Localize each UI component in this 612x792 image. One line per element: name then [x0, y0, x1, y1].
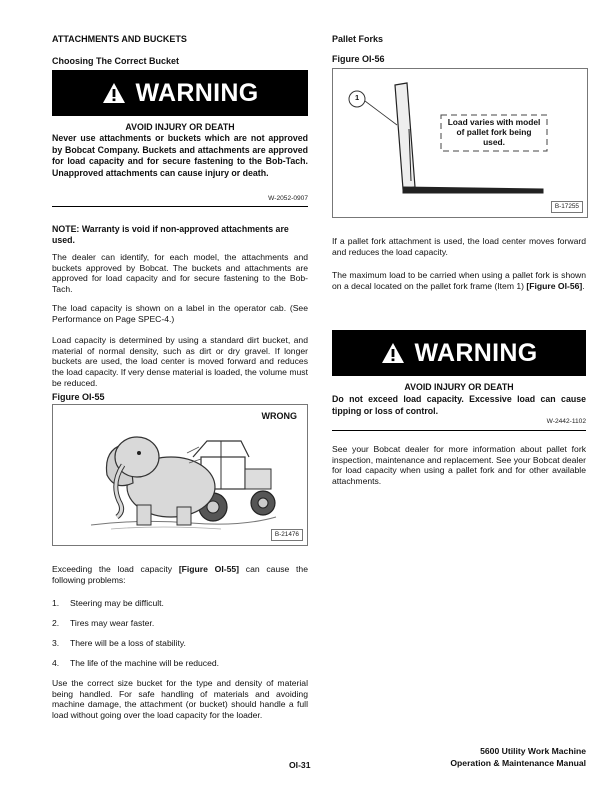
paragraph-pallet-fork: If a pallet fork attachment is used, the load center moves forward and reduces the load capacity. — [332, 236, 586, 257]
list-item: 3. There will be a loss of stability. — [52, 638, 186, 648]
note — [52, 224, 308, 245]
figure-56-code: B-17255 — [551, 201, 583, 213]
paragraph-correct-bucket: Use the correct size bucket for the type and density of material being handled. For safe handling of materials and avoiding machine damage, the attachment (or bucket) should handle a full load without going over the load capacity for the loader. — [52, 678, 308, 721]
warning-text: Do not exceed load capacity. Excessive load can cause tipping or loss of control. — [332, 394, 586, 416]
page-number: OI-31 — [289, 760, 311, 770]
load-varies-callout: Load varies with model of pallet fork being used. — [447, 117, 541, 148]
section-title: ATTACHMENTS AND BUCKETS — [52, 34, 187, 44]
note-label: NOTE: — [52, 224, 80, 234]
paragraph-maximum-load: The maximum load to be carried when using a pallet fork is shown on a decal located on the pallet fork frame (Item 1) [Figure OI-56]. — [332, 270, 586, 291]
figure-ref: [Figure OI-55] — [178, 564, 240, 574]
figure-55 — [52, 404, 308, 546]
warning-word: WARNING — [414, 339, 538, 367]
figure-55-code: B-21476 — [271, 529, 303, 541]
list-item: 1. Steering may be difficult. — [52, 598, 164, 608]
figure-ref: [Figure OI-56] — [526, 280, 583, 291]
paragraph-dealer: The dealer can identify, for each model, the attachments and buckets approved by Bobcat. The buckets and attachments are approved for load capacity and for secure fastening to the Bob-Tach. — [52, 252, 308, 295]
figure-55-title: Figure OI-55 — [52, 392, 105, 402]
warning-word: WARNING — [135, 79, 259, 107]
warning-code: W-2442-1102 — [546, 418, 586, 425]
elephant-on-utility-vehicle-illustration — [81, 413, 281, 535]
footer-title — [450, 745, 586, 770]
pallet-forks-title: Pallet Forks — [332, 34, 384, 44]
footer-model: 5600 Utility Work Machine — [480, 746, 586, 756]
paragraph-exceeding: Exceeding the load capacity [Figure OI-55] can cause the following problems: — [52, 564, 308, 585]
item-1-label: 1 — [355, 93, 360, 102]
paragraph-label: The load capacity is shown on a label in the operator cab. (See Performance on Page SPEC-4.) — [52, 303, 308, 324]
avoid-injury-heading: AVOID INJURY OR DEATH — [125, 122, 235, 132]
divider — [52, 206, 308, 207]
list-item: 4. The life of the machine will be reduced. — [52, 658, 220, 668]
warning-text-consequence: Unapproved attachments can cause injury or death. — [52, 167, 269, 178]
paragraph-load-capacity: Load capacity is determined by using a standard dirt bucket, and material of normal density, such as dirt or dry gravel. If longer buckets are used, the load center is moved forward and reduces the load capacity. If very dense material is loaded, the volume must be reduced. — [52, 335, 308, 388]
subsection-title: Choosing The Correct Bucket — [52, 56, 180, 66]
divider — [332, 430, 586, 431]
warning-text-main: Never use attachments or buckets which are not approved by Bobcat Company. Buckets and attachments are approved for load capacity and for secure fastening to the Bob-Tach. — [52, 133, 308, 167]
problem-list — [52, 598, 308, 678]
warning-triangle-icon — [381, 342, 405, 364]
list-item: 2. Tires may wear faster. — [52, 618, 155, 628]
avoid-injury-heading: AVOID INJURY OR DEATH — [404, 382, 514, 392]
warning-code: W-2052-0907 — [268, 195, 308, 202]
figure-56-title: Figure OI-56 — [332, 54, 385, 64]
paragraph-dealer-info: See your Bobcat dealer for more information about pallet fork inspection, maintenance and replacement. See your Bobcat dealer for load capacity when using a pallet fork and for other available attachments. — [332, 444, 586, 487]
warning-triangle-icon — [102, 82, 126, 104]
figure-56 — [332, 68, 588, 218]
figure-55-wrong-label: WRONG — [261, 411, 297, 421]
warning-banner-2 — [332, 330, 586, 376]
note-text: Warranty is void if non-approved attachments are used. — [52, 224, 289, 245]
warning-text — [52, 133, 308, 179]
warning-banner-1 — [52, 70, 308, 116]
footer-manual: Operation & Maintenance Manual — [450, 758, 586, 769]
